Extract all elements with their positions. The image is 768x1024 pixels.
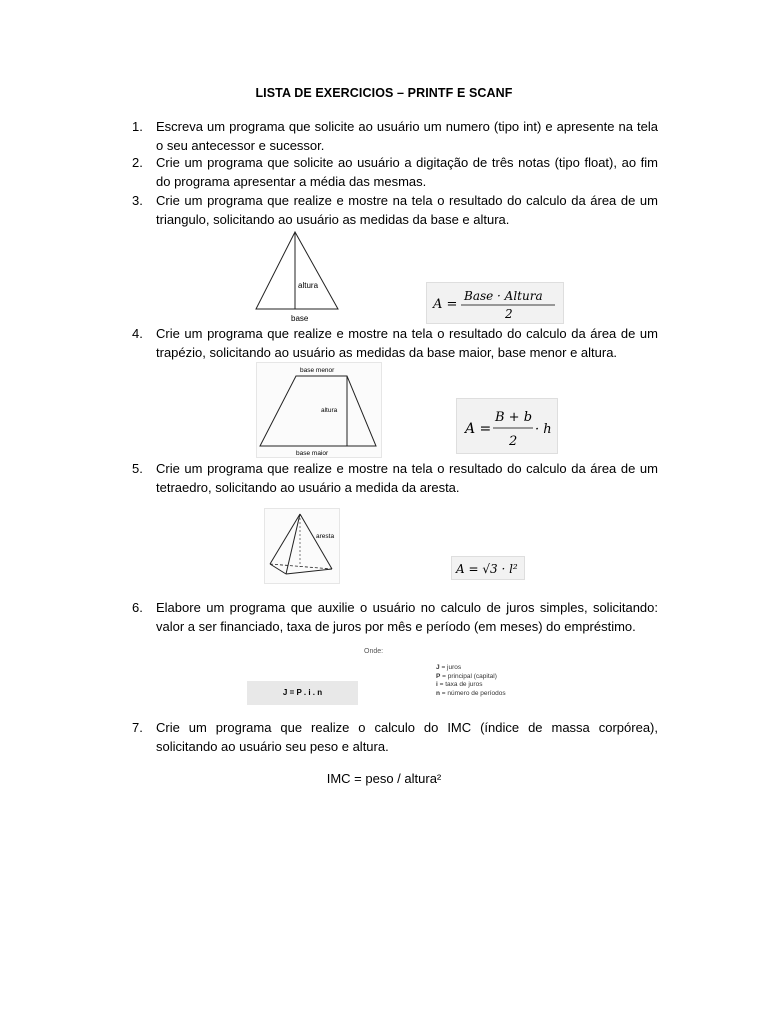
tetrahedron-figure (264, 508, 340, 584)
trapezoid-top-label: base menor (300, 367, 335, 374)
trapezoid-formula (456, 398, 558, 454)
exercise-text: Crie um programa que realize e mostre na tela o resultado do calculo da área de um tetraedro, solicitando ao usuário a medida da aresta. (156, 461, 658, 495)
exercise-number: 1. (132, 119, 143, 134)
formula-lhs: A = (433, 297, 458, 312)
trapezoid-bottom-label: base maior (296, 450, 329, 457)
exercise-6 (132, 598, 658, 636)
interest-legend (436, 664, 506, 698)
exercise-text: Crie um programa que realize e mostre na tela o resultado do calculo da área de um triangulo, solicitando ao usuário as medidas da base e altura. (156, 193, 658, 227)
exercise-text: Escreva um programa que solicite ao usuário um numero (tipo int) e apresente na tela o seu antecessor e sucessor. (156, 119, 658, 153)
triangle-base-label: base (291, 314, 309, 323)
exercise-number: 6. (132, 600, 143, 615)
exercise-7 (132, 718, 658, 756)
onde-label: Onde: (364, 648, 384, 655)
exercise-3 (132, 191, 658, 229)
formula-denominator: 2 (505, 307, 513, 321)
exercise-text: Crie um programa que solicite ao usuário a digitação de três notas (tipo float), ao fim do programa apresentar a média das mesmas. (156, 155, 658, 189)
formula-numerator: B + b (495, 410, 533, 425)
exercise-1 (132, 117, 658, 155)
exercise-text: Crie um programa que realize o calculo do IMC (índice de massa corpórea), solicitando ao usuário seu peso e altura. (156, 720, 658, 754)
triangle-height-label: altura (298, 281, 319, 290)
tetrahedron-formula (451, 556, 525, 580)
exercise-4 (132, 324, 658, 362)
legend-row: n = número de períodos (436, 689, 506, 697)
exercise-number: 5. (132, 461, 143, 476)
exercise-2 (132, 153, 658, 191)
formula-numerator: Base · Altura (464, 289, 543, 303)
exercise-5 (132, 459, 658, 497)
exercise-text: Crie um programa que realize e mostre na tela o resultado do calculo da área de um trapézio, solicitando ao usuário as medidas da base maior, base menor e altura. (156, 326, 658, 360)
formula-text: A = √3 · l² (456, 562, 518, 576)
legend-row: P = principal (capital) (436, 672, 497, 680)
triangle-figure (250, 228, 344, 324)
exercise-number: 7. (132, 720, 143, 735)
triangle-formula (426, 282, 564, 324)
exercise-text: Elabore um programa que auxilie o usuário no calculo de juros simples, solicitando: valor a ser financiado, taxa de juros por mês e período (em meses) do empréstimo. (156, 600, 658, 634)
trapezoid-height-label: altura (321, 407, 338, 414)
exercise-number: 3. (132, 193, 143, 208)
tetrahedron-edge-label: aresta (316, 533, 335, 540)
exercise-number: 2. (132, 155, 143, 170)
interest-formula: J = P . i . n (247, 681, 358, 705)
trapezoid-figure (256, 362, 382, 458)
exercise-number: 4. (132, 326, 143, 341)
formula-denominator: 2 (509, 434, 518, 449)
imc-formula: IMC = peso / altura² (326, 771, 442, 786)
formula-rhs: · h (535, 422, 552, 437)
formula-lhs: A = (465, 421, 492, 437)
legend-row: i = taxa de juros (436, 681, 483, 689)
page-title: LISTA DE EXERCICIOS – PRINTF E SCANF (255, 86, 513, 100)
legend-row: J = juros (436, 664, 462, 671)
